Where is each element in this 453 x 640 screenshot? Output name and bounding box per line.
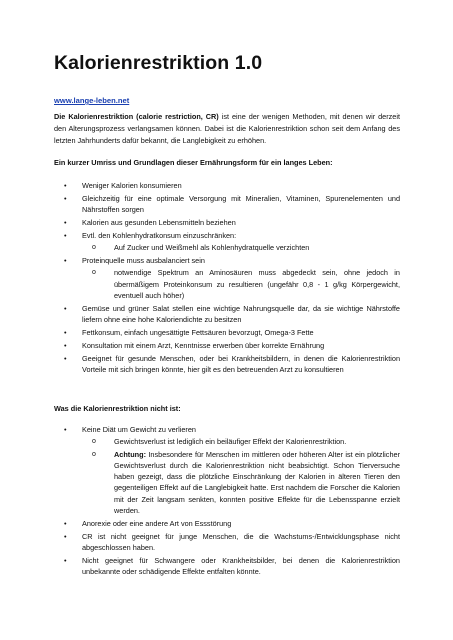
list-item-text: Kalorien aus gesunden Lebensmitteln beziehen bbox=[82, 218, 236, 228]
intro-paragraph bbox=[54, 111, 400, 147]
bullet-icon: • bbox=[64, 556, 67, 566]
bullet-icon: • bbox=[64, 256, 67, 266]
list-item bbox=[54, 303, 400, 326]
sub-list-item bbox=[82, 267, 400, 301]
list-item-text: Weniger Kalorien konsumieren bbox=[82, 181, 182, 190]
intro-text: ist eine der wenigen Methoden, mit denen wir derzeit den Alterungsprozess verlangsamen können. Dabei ist die Kalorienrestriktion schon seit dem Anfang des letzten Jahrhunderts dafür bekannt, die Langlebigkeit zu erhöhen. bbox=[54, 112, 400, 145]
sub-bullet-icon: o bbox=[92, 269, 96, 277]
list-item-text: Geeignet für gesunde Menschen, oder bei Krankheitsbildern, in denen die Kalorienrestriktion Vorteile mit sich bringen könnte, hier gilt es den betreuenden Arzt zu konsultieren bbox=[82, 353, 400, 375]
sub-bullet-icon: o bbox=[92, 244, 96, 252]
bullet-icon: • bbox=[64, 218, 67, 228]
list-item-text: Keine Diät um Gewicht zu verlieren bbox=[82, 425, 196, 434]
sub-list bbox=[82, 267, 400, 301]
sub-bullet-icon: o bbox=[92, 450, 96, 458]
basics-list bbox=[54, 180, 400, 377]
bullet-icon: • bbox=[64, 303, 67, 313]
list-item-text: Proteinquelle muss ausbalanciert sein bbox=[82, 256, 205, 266]
list-item-text: Gleichzeitig für eine optimale Versorgung mit Mineralien, Vitaminen, Spurenelementen und Nährstoffen sorgen bbox=[82, 193, 400, 215]
bullet-icon: • bbox=[64, 230, 67, 240]
sub-item-text: Gewichtsverlust ist lediglich ein beiläufiger Effekt der Kalorienrestriktion. bbox=[114, 437, 347, 447]
bullet-icon: • bbox=[64, 518, 67, 528]
list-item-text: CR ist nicht geeignet für junge Menschen, die die Wachstums-/Entwicklungsphase nicht abgeschlossen haben. bbox=[82, 531, 400, 553]
list-item bbox=[54, 327, 400, 338]
bullet-icon: • bbox=[64, 193, 67, 203]
bullet-icon: • bbox=[64, 341, 67, 351]
section-heading-basics: Ein kurzer Umriss und Grundlagen dieser Ernährungsform für ein langes Leben: bbox=[54, 158, 333, 167]
list-item-text: Fettkonsum, einfach ungesättigte Fettsäuren bevorzugt, Omega-3 Fette bbox=[82, 328, 314, 338]
list-item bbox=[54, 340, 400, 351]
sub-list-item bbox=[82, 449, 400, 517]
list-item bbox=[54, 255, 400, 301]
list-item bbox=[54, 230, 400, 254]
sub-item-text: Auf Zucker und Weißmehl als Kohlenhydratquelle verzichten bbox=[114, 243, 310, 253]
page-title: Kalorienrestriktion 1.0 bbox=[54, 52, 263, 74]
sub-bullet-icon: o bbox=[92, 438, 96, 446]
website-link[interactable]: www.lange-leben.net bbox=[54, 96, 130, 105]
list-item-text: Konsultation mit einem Arzt, Kenntnisse erwerben über korrekte Ernährung bbox=[82, 341, 325, 351]
bullet-icon: • bbox=[64, 353, 67, 363]
section-heading-not: Was die Kalorienrestriktion nicht ist: bbox=[54, 404, 181, 413]
bullet-icon: • bbox=[64, 181, 67, 190]
bullet-icon: • bbox=[64, 328, 67, 338]
bullet-icon: • bbox=[64, 531, 67, 541]
list-item bbox=[54, 531, 400, 554]
sub-item-text: Insbesondere für Menschen im mittleren oder höheren Alter ist ein plötzlicher Gewichtsverlust durch die Kalorienrestriktion nicht beabsichtigt. Schon Tierversuche haben gezeigt, dass die plötzliche Einschränkung der Kalorien in älteren Tieren den gegenteiligen Effekt auf die Langlebigkeit hatte. Erst nachdem die Forscher die Kalorien mit der Zeit langsam senkten, konnten positive Effekte für die Lebensspanne erzielt werden. bbox=[114, 449, 400, 516]
intro-bold: Die Kalorienrestriktion (calorie restriction, CR) bbox=[54, 112, 219, 121]
sub-list bbox=[82, 436, 400, 516]
list-item bbox=[54, 353, 400, 376]
list-item bbox=[54, 180, 400, 191]
list-item-text: Evtl. den Kohlenhydratkonsum einzuschränken: bbox=[82, 230, 237, 240]
bullet-icon: • bbox=[64, 425, 67, 434]
not-list bbox=[54, 424, 400, 579]
sub-item-bold: Achtung: bbox=[114, 449, 147, 459]
list-item bbox=[54, 217, 400, 228]
list-item bbox=[54, 193, 400, 216]
list-item-text: Nicht geeignet für Schwangere oder Krankheitsbilder, bei denen die Kalorienrestriktion unbekannte oder schädigende Effekte entfalten könnte. bbox=[82, 556, 400, 577]
list-item bbox=[54, 518, 400, 529]
sub-item-text: notwendige Spektrum an Aminosäuren muss abgedeckt sein, ohne jedoch in übermäßigem Proteinkonsum zu resultieren (ungefähr 0,8 - 1 g/kg Körpergewicht, eventuell auch höher) bbox=[114, 268, 400, 301]
sub-list bbox=[82, 242, 400, 253]
sub-list-item bbox=[82, 242, 400, 253]
list-item-text: Anorexie oder eine andere Art von Essstörung bbox=[82, 518, 232, 528]
list-item-text: Gemüse und grüner Salat stellen eine wichtige Nahrungsquelle dar, da sie wichtige Nährstoffe liefern ohne eine hohe Kaloriendichte zu besitzen bbox=[82, 303, 400, 325]
list-item bbox=[54, 555, 400, 578]
list-item bbox=[54, 424, 400, 516]
sub-list-item bbox=[82, 436, 400, 447]
